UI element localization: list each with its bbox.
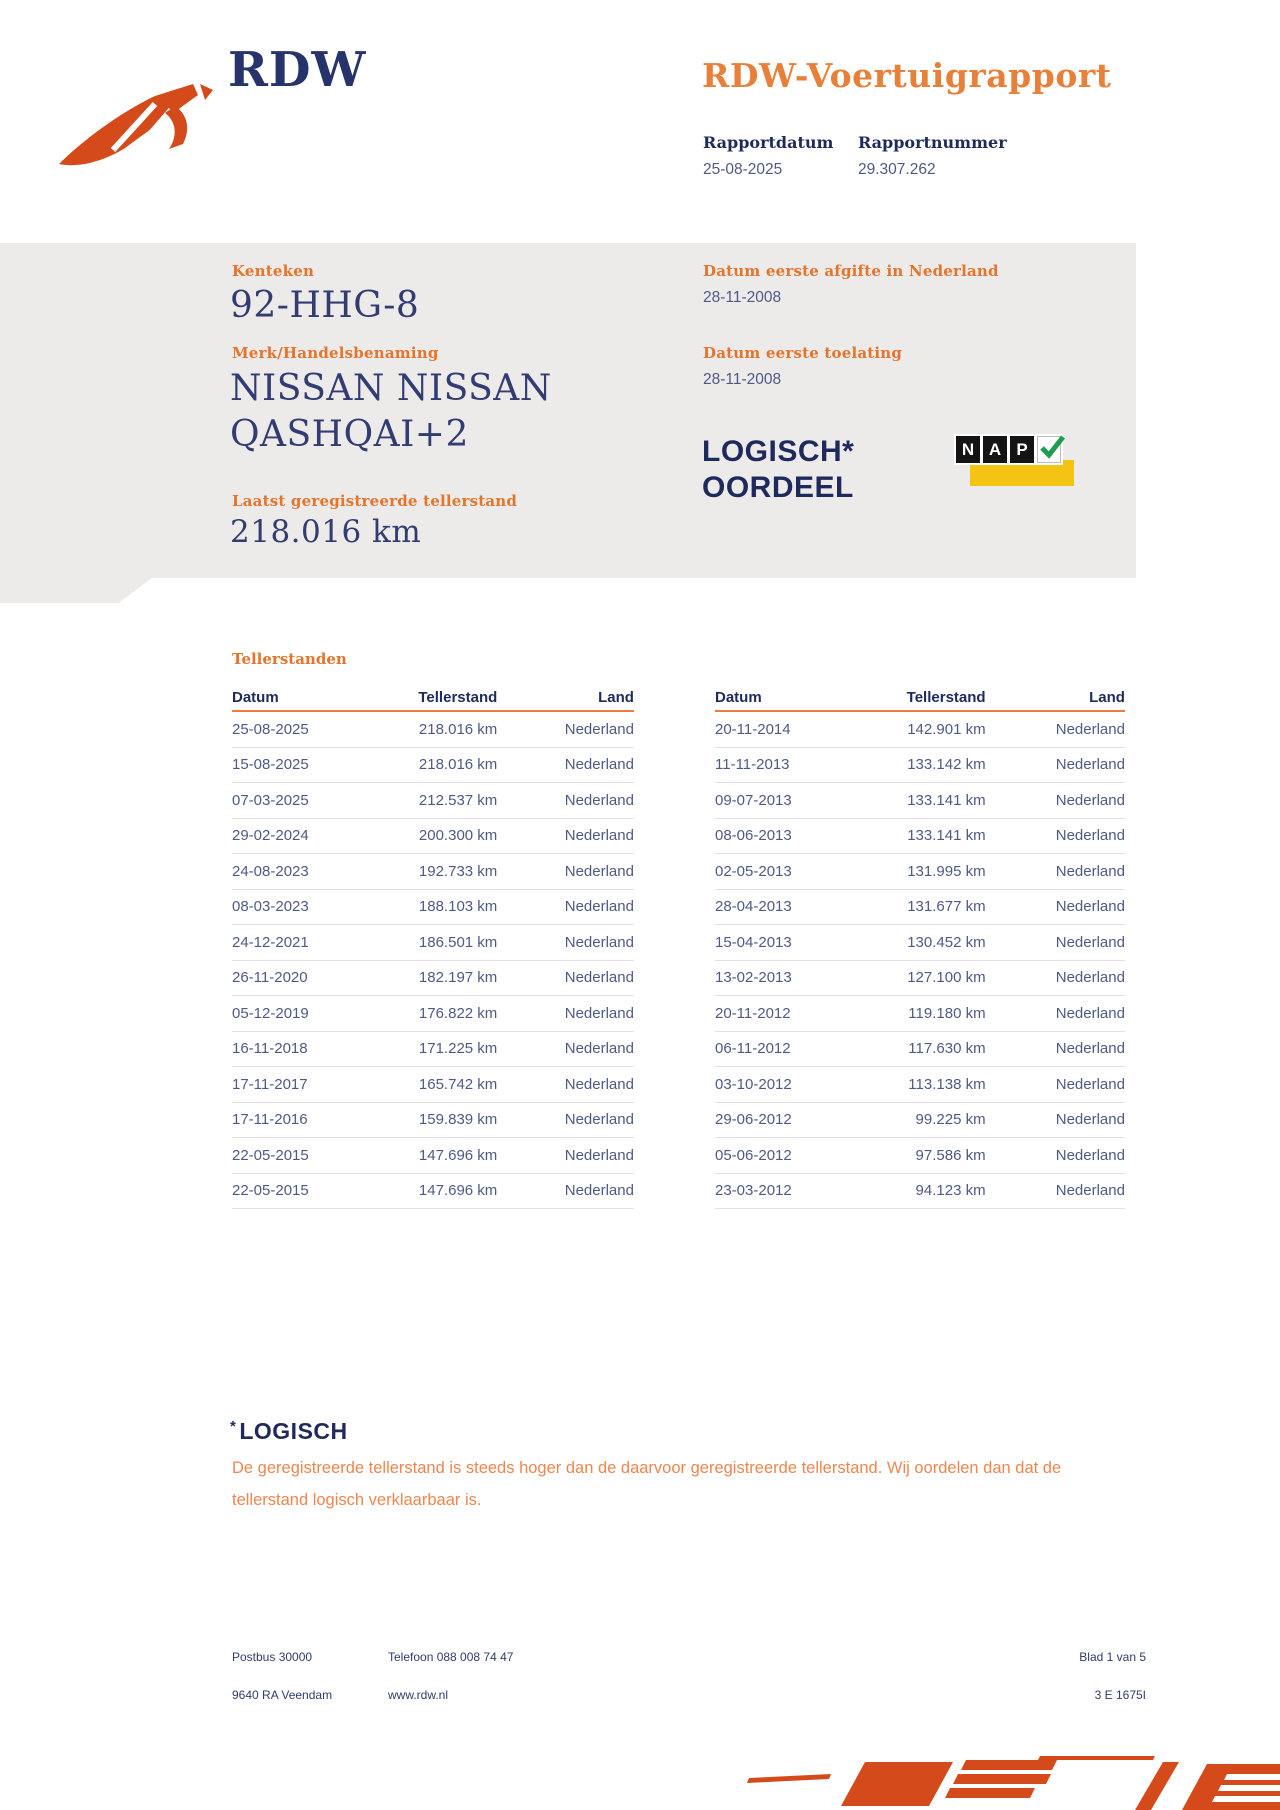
cell-km: 97.586 km [915, 1146, 986, 1164]
table-row [232, 819, 634, 855]
cell-km: 119.180 km [908, 1004, 986, 1022]
nap-letter-n: N [956, 436, 980, 463]
cell-land: Nederland [1055, 827, 1125, 845]
cell-km: 127.100 km [907, 969, 986, 987]
cell-land: Nederland [564, 756, 634, 774]
report-date-value: 25-08-2025 [703, 161, 783, 178]
cell-date: 20-11-2012 [715, 1004, 791, 1022]
nap-checkbox [1037, 436, 1061, 463]
cell-land: Nederland [1055, 1182, 1125, 1200]
table-row [232, 961, 634, 997]
cell-land: Nederland [564, 1182, 634, 1200]
report-date-label: Rapportdatum [703, 133, 834, 152]
table-row [715, 961, 1125, 997]
vehicle-summary-band-notch [0, 578, 152, 603]
table-row [715, 1067, 1125, 1103]
nap-letter-a: A [983, 436, 1007, 463]
cell-date: 22-05-2015 [232, 1146, 309, 1164]
cell-land: Nederland [1055, 1040, 1125, 1058]
cell-date: 11-11-2013 [715, 756, 790, 774]
report-number-block [858, 133, 1007, 179]
table-row [232, 783, 634, 819]
nap-tiles [956, 436, 1061, 463]
rdw-logo-icon [55, 78, 225, 173]
cell-land: Nederland [1055, 1146, 1125, 1164]
table-row [715, 748, 1125, 784]
cell-land: Nederland [564, 1004, 634, 1022]
table-row [715, 1138, 1125, 1174]
table-row [715, 1103, 1125, 1139]
cell-land: Nederland [564, 898, 634, 916]
cell-km: 99.225 km [915, 1111, 986, 1129]
cell-land: Nederland [564, 933, 634, 951]
table-row [232, 1032, 634, 1068]
cell-land: Nederland [1055, 898, 1125, 916]
cell-km: 94.123 km [915, 1182, 986, 1200]
cell-date: 26-11-2020 [232, 969, 308, 987]
report-number-label: Rapportnummer [858, 133, 1007, 152]
cell-km: 182.197 km [418, 969, 498, 987]
cell-land: Nederland [564, 720, 634, 738]
table-row [232, 996, 634, 1032]
cell-km: 212.537 km [418, 791, 498, 809]
col-header-datum: Datum [715, 688, 762, 706]
cell-km: 131.995 km [907, 862, 986, 880]
cell-km: 113.138 km [908, 1075, 986, 1093]
cell-km: 186.501 km [418, 933, 498, 951]
table-row [715, 925, 1125, 961]
kenteken-label: Kenteken [232, 262, 315, 280]
logisch-explanation-text: De geregistreerde tellerstand is steeds hoger dan de daarvoor geregistreerde tellerstand. Wij oordelen dan dat de tellerstand logisch verklaarbaar is. [232, 1459, 1062, 1509]
cell-date: 22-05-2015 [232, 1182, 309, 1200]
cell-date: 07-03-2025 [232, 791, 309, 809]
cell-land: Nederland [564, 969, 634, 987]
cell-date: 17-11-2016 [232, 1111, 308, 1129]
cell-km: 176.822 km [418, 1004, 498, 1022]
nap-yellow-bar [970, 460, 1074, 486]
footer-contact [388, 1638, 513, 1714]
cell-land: Nederland [1055, 720, 1125, 738]
col-header-tellerstand: Tellerstand [906, 688, 986, 706]
tellerstanden-table-left [232, 684, 634, 1209]
cell-date: 09-07-2013 [715, 791, 792, 809]
oordeel-line2: OORDEEL [702, 471, 854, 504]
table-row [715, 996, 1125, 1032]
cell-km: 200.300 km [418, 827, 498, 845]
cell-land: Nederland [1055, 933, 1125, 951]
table-body [715, 712, 1125, 1209]
cell-km: 142.901 km [907, 720, 986, 738]
oordeel-line1: LOGISCH* [702, 435, 855, 468]
logisch-heading [230, 1418, 348, 1445]
cell-date: 05-06-2012 [715, 1146, 792, 1164]
col-header-land: Land [598, 688, 634, 706]
footer-page-number: Blad 1 van 5 [1079, 1650, 1146, 1664]
cell-km: 147.696 km [418, 1182, 498, 1200]
footer-city: 9640 RA Veendam [232, 1688, 333, 1702]
report-date-block [703, 133, 833, 179]
table-row [232, 712, 634, 748]
cell-km: 218.016 km [418, 720, 498, 738]
col-header-tellerstand: Tellerstand [418, 688, 498, 706]
cell-land: Nederland [1055, 1004, 1125, 1022]
cell-date: 29-06-2012 [715, 1111, 792, 1129]
logisch-asterisk: * [230, 1418, 237, 1435]
cell-land: Nederland [564, 1075, 634, 1093]
cell-land: Nederland [564, 827, 634, 845]
afgifte-label: Datum eerste afgifte in Nederland [703, 262, 999, 280]
cell-km: 131.677 km [907, 898, 986, 916]
cell-km: 133.141 km [907, 827, 986, 845]
cell-land: Nederland [1055, 1111, 1125, 1129]
cell-date: 20-11-2014 [715, 720, 791, 738]
col-header-land: Land [1089, 688, 1125, 706]
cell-date: 15-04-2013 [715, 933, 792, 951]
cell-km: 188.103 km [418, 898, 498, 916]
afgifte-value: 28-11-2008 [703, 289, 782, 306]
table-row [232, 748, 634, 784]
table-row [715, 890, 1125, 926]
cell-km: 171.225 km [418, 1040, 498, 1058]
col-header-datum: Datum [232, 688, 279, 706]
cell-date: 08-03-2023 [232, 898, 309, 916]
table-row [715, 1032, 1125, 1068]
table-row [232, 1103, 634, 1139]
footer-address [232, 1638, 332, 1714]
cell-km: 147.696 km [418, 1146, 498, 1164]
cell-date: 15-08-2025 [232, 756, 309, 774]
cell-km: 117.630 km [908, 1040, 986, 1058]
cell-land: Nederland [1055, 756, 1125, 774]
laatste-tellerstand-value: 218.016 km [230, 514, 422, 550]
cell-land: Nederland [1055, 969, 1125, 987]
report-number-value: 29.307.262 [858, 161, 936, 178]
cell-land: Nederland [1055, 791, 1125, 809]
table-row [232, 890, 634, 926]
cell-date: 16-11-2018 [232, 1040, 308, 1058]
cell-date: 13-02-2013 [715, 969, 792, 987]
cell-date: 02-05-2013 [715, 862, 792, 880]
footer-page-info [1079, 1638, 1146, 1714]
cell-land: Nederland [1055, 862, 1125, 880]
cell-date: 29-02-2024 [232, 827, 309, 845]
cell-date: 24-08-2023 [232, 862, 309, 880]
tellerstanden-section-title: Tellerstanden [232, 650, 347, 668]
merk-value: NISSAN NISSAN QASHQAI+2 [230, 368, 552, 455]
table-row [232, 1174, 634, 1210]
tellerstanden-table-right [715, 684, 1125, 1209]
table-row [715, 854, 1125, 890]
table-body [232, 712, 634, 1209]
cell-date: 08-06-2013 [715, 827, 792, 845]
cell-land: Nederland [1055, 1075, 1125, 1093]
table-header [715, 684, 1125, 712]
oordeel-text [702, 434, 854, 506]
cell-km: 218.016 km [418, 756, 498, 774]
cell-date: 23-03-2012 [715, 1182, 792, 1200]
laatste-tellerstand-label: Laatst geregistreerde tellerstand [232, 492, 518, 510]
nap-letter-p: P [1010, 436, 1034, 463]
cell-land: Nederland [564, 791, 634, 809]
cell-land: Nederland [564, 862, 634, 880]
cell-date: 05-12-2019 [232, 1004, 309, 1022]
nap-logo [956, 436, 1078, 492]
toelating-value: 28-11-2008 [703, 371, 782, 388]
cell-date: 25-08-2025 [232, 720, 309, 738]
cell-date: 24-12-2021 [232, 933, 309, 951]
footer-form-code: 3 E 1675I [1094, 1688, 1146, 1702]
table-row [232, 854, 634, 890]
page-title: RDW-Voertuigrapport [702, 56, 1112, 95]
footer-website[interactable]: www.rdw.nl [388, 1688, 449, 1702]
table-header [232, 684, 634, 712]
check-icon [1036, 430, 1068, 462]
logisch-heading-text: LOGISCH [239, 1418, 348, 1444]
cell-date: 17-11-2017 [232, 1075, 308, 1093]
toelating-label: Datum eerste toelating [703, 344, 903, 362]
table-row [232, 1067, 634, 1103]
kenteken-value: 92-HHG-8 [230, 285, 420, 326]
cell-km: 133.142 km [907, 756, 986, 774]
cell-date: 03-10-2012 [715, 1075, 792, 1093]
cell-km: 192.733 km [418, 862, 498, 880]
rdw-speed-stripes-icon [735, 1748, 1280, 1810]
cell-land: Nederland [564, 1146, 634, 1164]
cell-km: 159.839 km [418, 1111, 498, 1129]
cell-km: 130.452 km [907, 933, 986, 951]
cell-date: 28-04-2013 [715, 898, 792, 916]
cell-land: Nederland [564, 1040, 634, 1058]
table-row [715, 1174, 1125, 1210]
rdw-wordmark: RDW [228, 42, 367, 98]
cell-km: 165.742 km [418, 1075, 498, 1093]
table-row [715, 712, 1125, 748]
cell-land: Nederland [564, 1111, 634, 1129]
table-row [715, 819, 1125, 855]
cell-date: 06-11-2012 [715, 1040, 791, 1058]
table-row [232, 1138, 634, 1174]
merk-label: Merk/Handelsbenaming [232, 344, 439, 362]
table-row [715, 783, 1125, 819]
footer-postbus: Postbus 30000 [232, 1650, 313, 1664]
footer-phone: Telefoon 088 008 74 47 [388, 1650, 514, 1664]
table-row [232, 925, 634, 961]
cell-km: 133.141 km [907, 791, 986, 809]
